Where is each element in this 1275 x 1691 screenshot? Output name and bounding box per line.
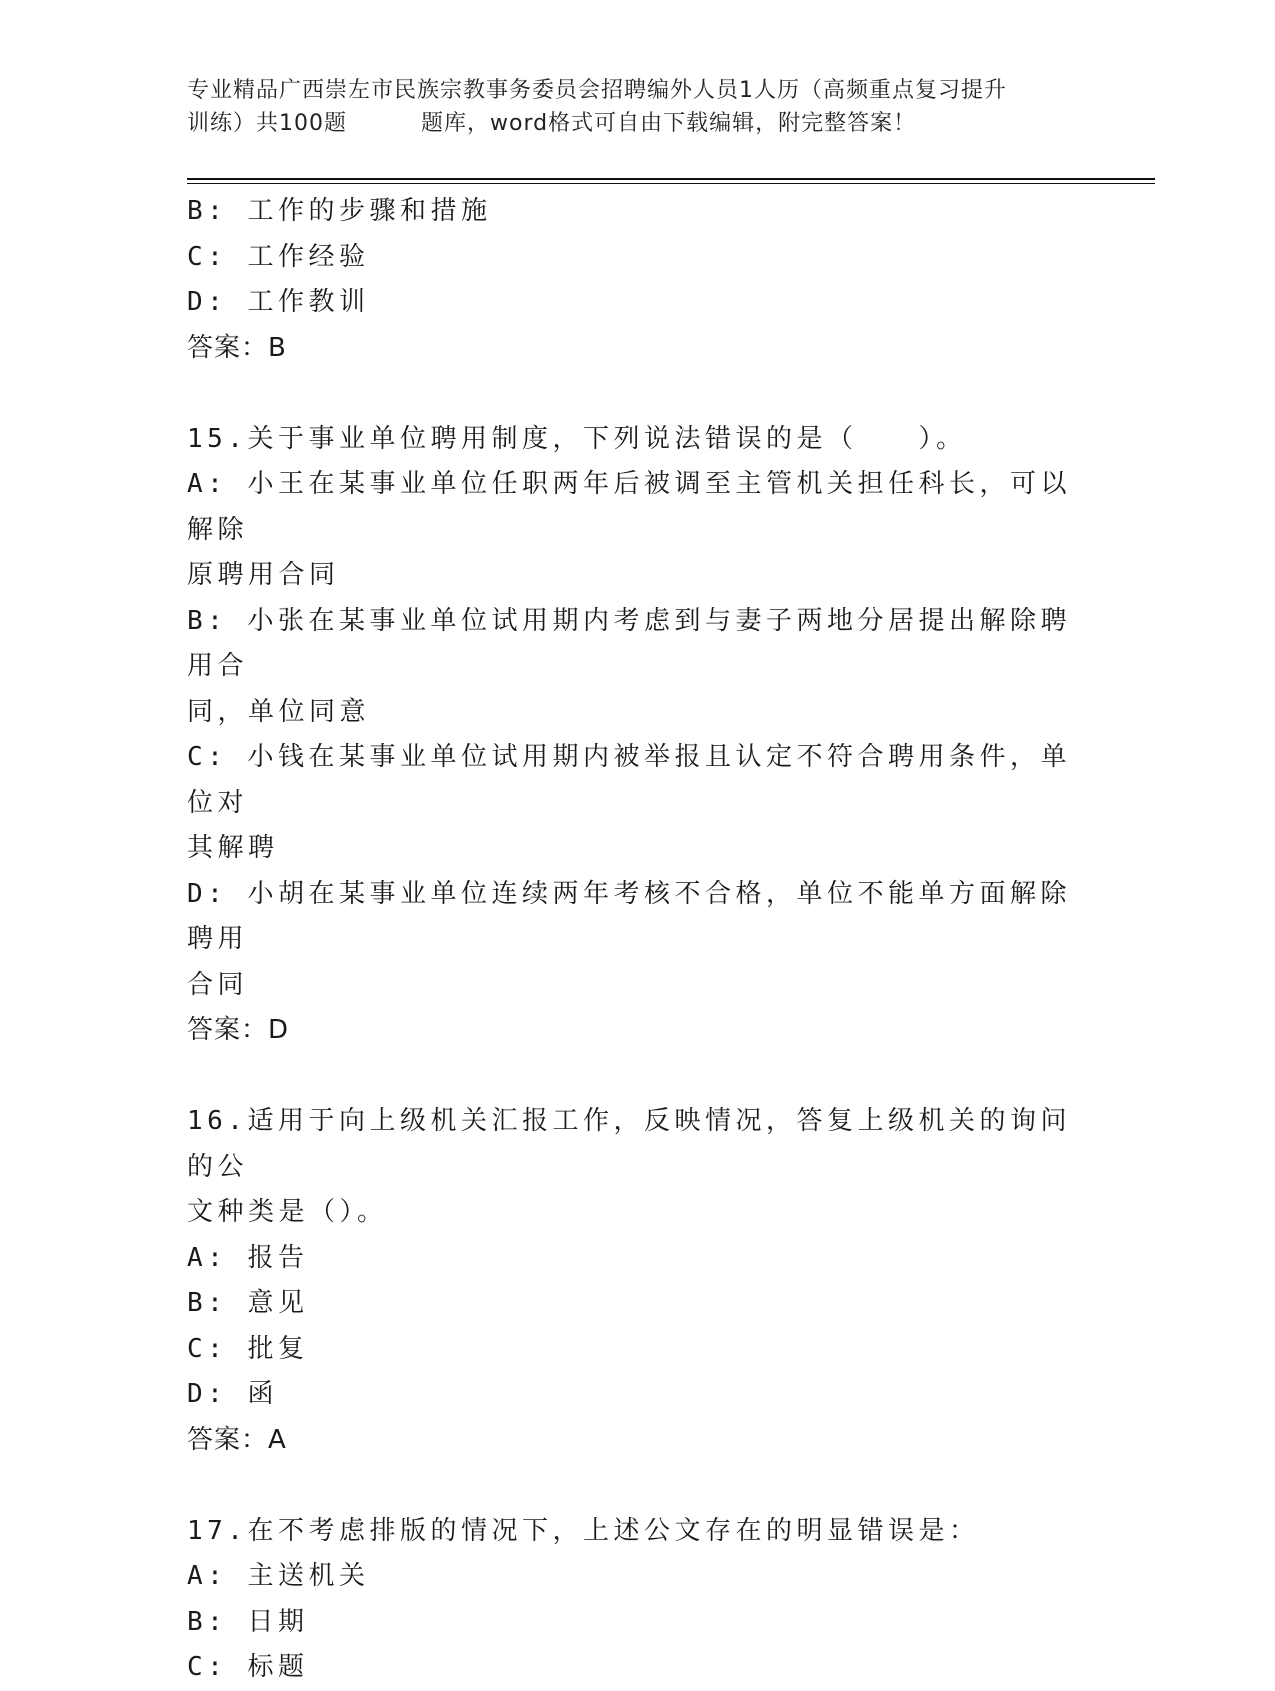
header-divider-thin <box>187 183 1155 184</box>
q17-option-b: B: 日期 <box>187 1606 309 1637</box>
q15-stem: 15.关于事业单位聘用制度，下列说法错误的是（ ）。 <box>187 423 967 454</box>
q15-answer: 答案：D <box>187 1015 290 1045</box>
q17-option-c: C: 标题 <box>187 1652 309 1682</box>
header-title-line-2-part-2: 题库，word格式可自由下载编辑，附完整答案！ <box>421 111 917 136</box>
q16-stem-line-2: 文种类是（）。 <box>187 1197 388 1227</box>
question-14 <box>187 189 1087 371</box>
q16-option-a: A: 报告 <box>187 1242 309 1273</box>
question-17 <box>187 1509 1087 1691</box>
q16-option-c: C: 批复 <box>187 1333 309 1364</box>
spacer <box>187 371 1087 417</box>
header-title-line-2 <box>187 107 1087 140</box>
q15-option-a-line-1: A: 小王在某事业单位任职两年后被调至主管机关担任科长，可以解除 <box>187 469 1071 545</box>
q15-option-b-line-2: 同，单位同意 <box>187 696 371 727</box>
q16-answer: 答案：A <box>187 1424 287 1455</box>
q16-option-b: B: 意见 <box>187 1288 309 1318</box>
header-title-line-2-part-1: 训练）共100题 <box>187 111 347 136</box>
q16-option-d: D: 函 <box>187 1379 278 1409</box>
q15-option-d-line-1: D: 小胡在某事业单位连续两年考核不合格，单位不能单方面解除聘用 <box>187 878 1071 954</box>
q16-stem-line-1: 16.适用于向上级机关汇报工作，反映情况，答复上级机关的询问的公 <box>187 1106 1071 1182</box>
q15-option-d-line-2: 合同 <box>187 969 249 1000</box>
page-header <box>187 74 1087 140</box>
spacer <box>187 1463 1087 1509</box>
q15-option-b-line-1: B: 小张在某事业单位试用期内考虑到与妻子两地分居提出解除聘用合 <box>187 605 1071 681</box>
question-15 <box>187 417 1087 1054</box>
question-16 <box>187 1099 1087 1463</box>
q17-option-a: A: 主送机关 <box>187 1561 370 1591</box>
spacer <box>187 1054 1087 1100</box>
q14-answer: 答案：B <box>187 332 287 363</box>
q15-option-a-line-2: 原聘用合同 <box>187 560 340 590</box>
q14-option-d: D: 工作教训 <box>187 287 370 317</box>
header-title-line-1: 专业精品广西崇左市民族宗教事务委员会招聘编外人员1人历（高频重点复习提升 <box>187 78 1007 103</box>
q14-option-c: C: 工作经验 <box>187 241 370 272</box>
header-divider-thick <box>187 178 1155 180</box>
q17-stem: 17.在不考虑排版的情况下，上述公文存在的明显错误是： <box>187 1515 980 1546</box>
q14-option-b: B: 工作的步骤和措施 <box>187 196 492 226</box>
q15-option-c-line-2: 其解聘 <box>187 833 279 863</box>
question-content <box>187 189 1087 1691</box>
q15-option-c-line-1: C: 小钱在某事业单位试用期内被举报且认定不符合聘用条件，单位对 <box>187 742 1071 818</box>
